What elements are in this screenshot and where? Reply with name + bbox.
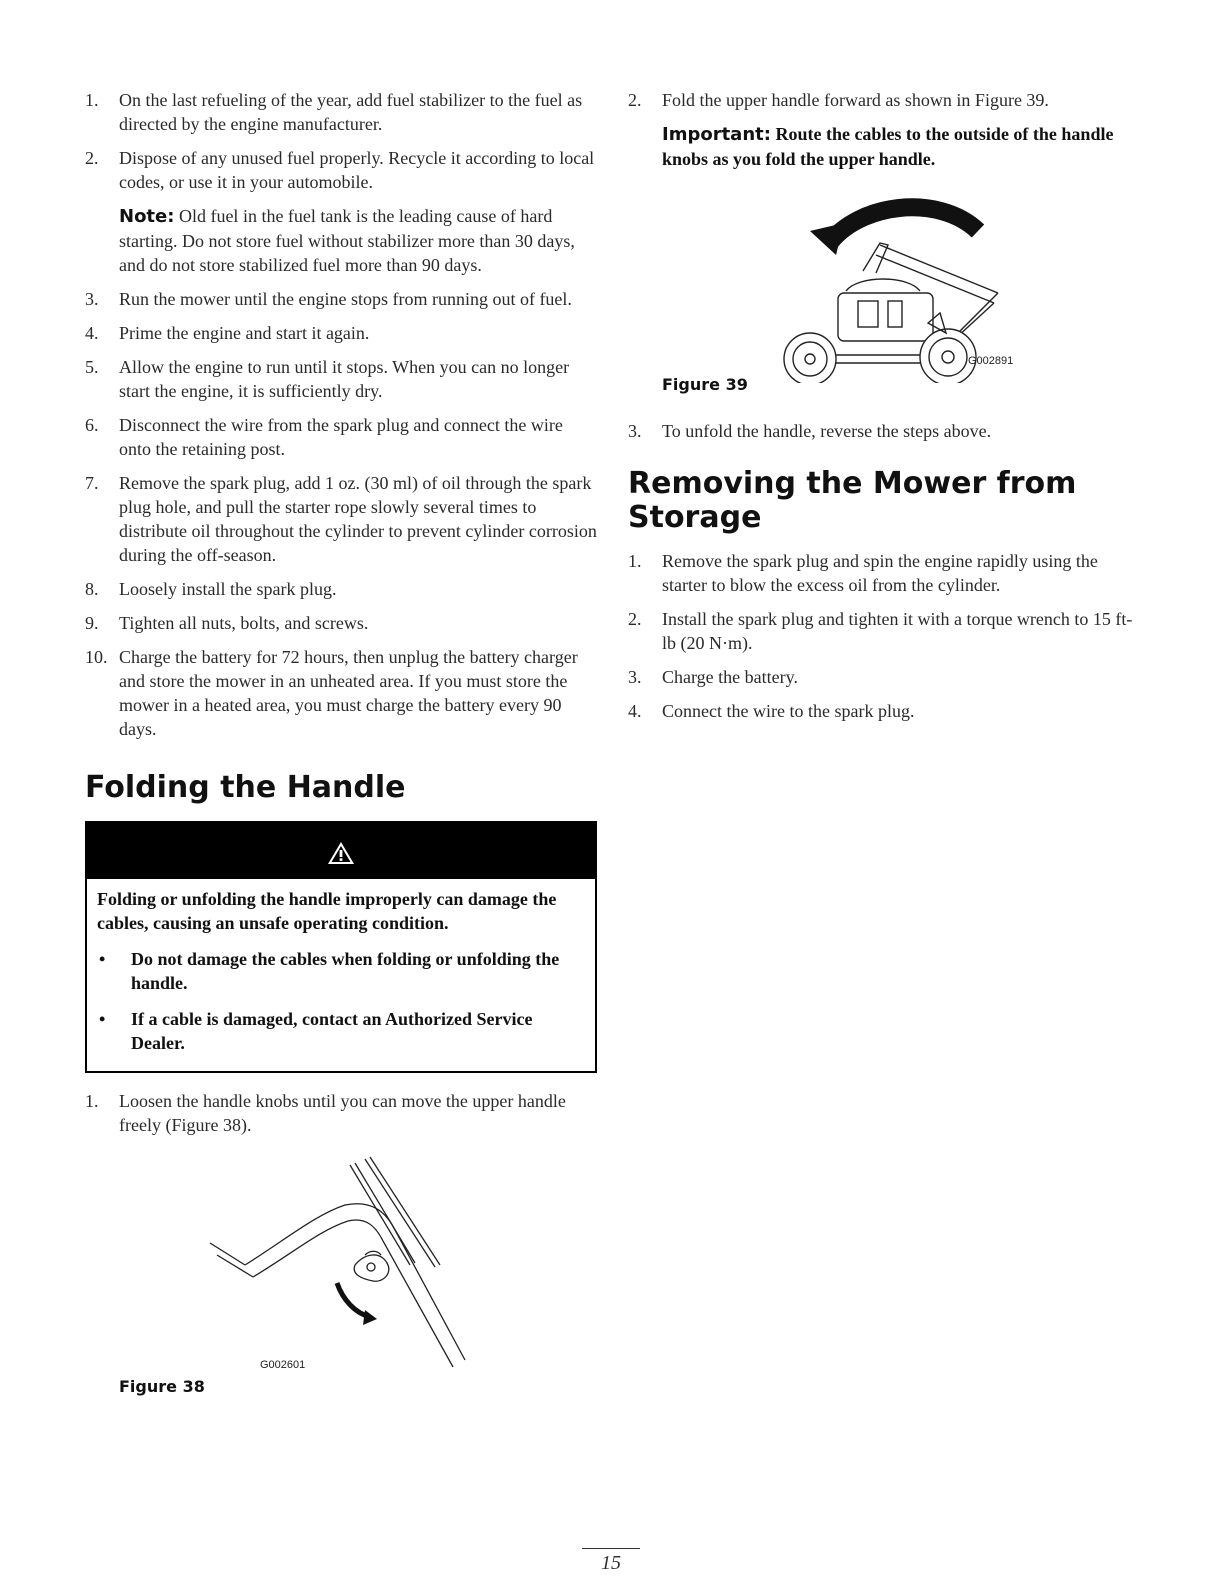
fold-steps-list-b (628, 419, 1140, 443)
figure-38 (85, 1147, 597, 1396)
figure-39-code: G002891 (968, 355, 1014, 367)
list-item: 2. Install the spark plug and tighten it with a torque wrench to 15 ft-lb (20 N·m). (628, 609, 1133, 653)
list-item: 8. Loosely install the spark plug. (85, 579, 337, 599)
folding-handle-heading: Folding the Handle (85, 770, 406, 805)
warning-text: Folding or unfolding the handle improperly can damage the cables, causing an unsafe operating condition. (97, 889, 557, 933)
figure-39 (628, 183, 1140, 411)
fold-steps-list-a (628, 88, 1140, 112)
important-label: Important: (662, 124, 771, 145)
removal-steps-list (628, 549, 1140, 723)
list-item: 4. Connect the wire to the spark plug. (628, 701, 915, 721)
folding-steps-list (85, 1089, 597, 1137)
right-column (628, 88, 1140, 733)
handle-knob-illustration (205, 1155, 625, 1375)
list-item: 4. Prime the engine and start it again. (85, 323, 370, 343)
list-item: 3. To unfold the handle, reverse the steps above. (628, 421, 992, 441)
page-number: 15 (601, 1552, 621, 1574)
list-item: 10. Charge the battery for 72 hours, then unplug the battery charger and store the mower in an unheated area. If you must store the mower in a heated area, you must charge the battery every 90 days. (85, 647, 578, 739)
list-item: • Do not damage the cables when folding or unfolding the handle. (99, 949, 560, 993)
list-item: • If a cable is damaged, contact an Authorized Service Dealer. (99, 1009, 533, 1053)
list-item: 3. Charge the battery. (628, 667, 798, 687)
list-item: 1. On the last refueling of the year, add fuel stabilizer to the fuel as directed by the engine manufacturer. (85, 90, 583, 134)
list-item: 3. Run the mower until the engine stops from running out of fuel. (85, 289, 572, 309)
left-column (85, 88, 597, 1396)
footer-rule (582, 1548, 640, 1549)
list-item: 6. Disconnect the wire from the spark plug and connect the wire onto the retaining post. (85, 415, 563, 459)
fuel-note: Note: Old fuel in the fuel tank is the leading cause of hard starting. Do not store fuel without stabilizer more than 30 days, and do not store stabilized fuel more than 90 days. (119, 206, 575, 275)
note-label: Note: (119, 206, 175, 227)
warning-header (87, 823, 595, 879)
warning-box (85, 821, 597, 1073)
important-note: Important: Route the cables to the outside of the handle knobs as you fold the upper handle. (662, 124, 1114, 169)
warning-triangle-icon (327, 841, 355, 865)
mower-fold-illustration (748, 183, 1168, 383)
figure-38-caption: Figure 38 (119, 1377, 205, 1396)
figure-39-caption: Figure 39 (662, 375, 748, 394)
warning-body (87, 879, 595, 1071)
figure-38-code: G002601 (260, 1359, 306, 1371)
removing-mower-heading: Removing the Mower from Storage (628, 466, 1077, 535)
list-item: 9. Tighten all nuts, bolts, and screws. (85, 613, 369, 633)
list-item: 2. Fold the upper handle forward as shown in Figure 39. (628, 90, 1049, 110)
list-item: 1. Remove the spark plug and spin the engine rapidly using the starter to blow the excess oil from the cylinder. (628, 551, 1098, 595)
list-item: 1. Loosen the handle knobs until you can move the upper handle freely (Figure 38). (85, 1091, 566, 1135)
list-item: 7. Remove the spark plug, add 1 oz. (30 ml) of oil through the spark plug hole, and pull the starter rope slowly several times to distribute oil throughout the cylinder to prevent cylinder corrosion during the off-season. (85, 473, 597, 565)
warning-bullets (97, 947, 585, 1055)
list-item: 2. Dispose of any unused fuel properly. Recycle it according to local codes, or use it in your automobile. (85, 148, 595, 192)
storage-steps-list-a (85, 88, 597, 194)
storage-steps-list-b (85, 287, 597, 741)
list-item: 5. Allow the engine to run until it stops. When you can no longer start the engine, it is sufficiently dry. (85, 357, 570, 401)
